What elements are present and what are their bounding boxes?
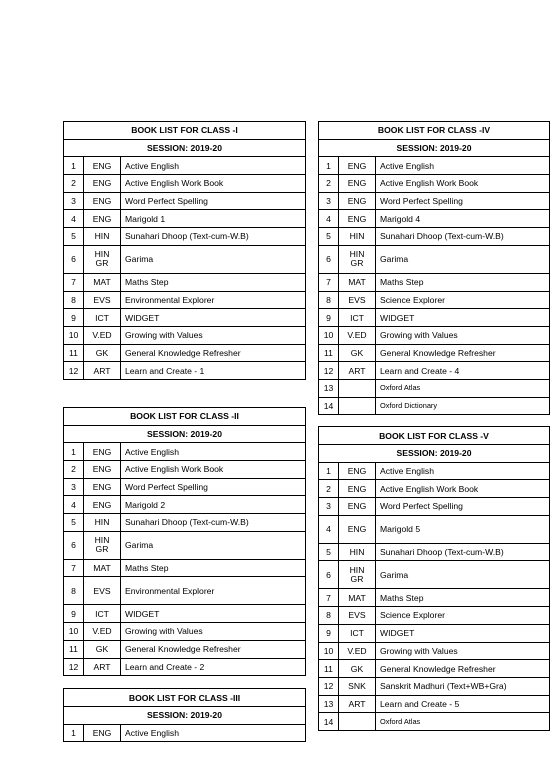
row-subject: ENG [339, 210, 376, 228]
table-row [64, 514, 306, 532]
left-column [63, 121, 306, 742]
class-5-session: SESSION: 2019-20 [319, 445, 550, 463]
row-book: Garima [121, 531, 306, 559]
class-2-book-list [63, 407, 306, 676]
table-row [64, 192, 306, 210]
row-book: Environmental Explorer [121, 291, 306, 309]
row-subject: MAT [339, 589, 376, 607]
table-row [319, 273, 550, 291]
table-row [64, 228, 306, 246]
row-subject: V.ED [84, 326, 121, 344]
row-book: Oxford Atlas [376, 713, 550, 731]
row-book: Sanskrit Madhuri (Text+WB+Gra) [376, 677, 550, 695]
class-5-title: BOOK LIST FOR CLASS -V [319, 427, 550, 445]
row-subject-line-2: GR [95, 258, 109, 269]
row-book: WIDGET [121, 309, 306, 327]
row-book: Oxford Atlas [376, 379, 550, 397]
row-book: Maths Step [121, 273, 306, 291]
row-book: General Knowledge Refresher [376, 660, 550, 678]
row-book: WIDGET [376, 624, 550, 642]
row-subject: SNK [339, 677, 376, 695]
row-number: 2 [64, 461, 84, 479]
row-number: 11 [64, 344, 84, 362]
row-number: 5 [64, 228, 84, 246]
row-subject: ICT [339, 624, 376, 642]
table-row [64, 531, 306, 559]
table-row [64, 623, 306, 641]
row-number: 9 [64, 309, 84, 327]
row-number: 5 [319, 543, 339, 561]
row-number: 2 [319, 480, 339, 498]
row-book: Growing with Values [376, 326, 550, 344]
row-book: Active English Work Book [376, 175, 550, 193]
row-number: 7 [64, 559, 84, 577]
row-book: Growing with Values [376, 642, 550, 660]
table-row [64, 157, 306, 175]
row-subject: ART [84, 658, 121, 676]
row-number: 12 [64, 362, 84, 380]
class-2-table [63, 407, 306, 676]
table-row [319, 291, 550, 309]
table-row [64, 496, 306, 514]
table-row [319, 326, 550, 344]
row-book: Sunahari Dhoop (Text-cum-W.B) [376, 543, 550, 561]
class-1-book-list [63, 121, 306, 380]
row-book: Maths Step [376, 589, 550, 607]
row-subject: ENG [339, 480, 376, 498]
row-book: Garima [121, 245, 306, 273]
row-subject: ENG [84, 724, 121, 742]
row-book: Marigold 5 [376, 515, 550, 543]
row-book: Learn and Create - 5 [376, 695, 550, 713]
row-number: 10 [64, 326, 84, 344]
row-number: 4 [319, 515, 339, 543]
row-subject: GK [339, 344, 376, 362]
row-number: 4 [319, 210, 339, 228]
table-row [64, 559, 306, 577]
row-number: 6 [319, 561, 339, 589]
row-subject: ICT [84, 309, 121, 327]
table-row [64, 577, 306, 605]
row-subject-line-2: GR [350, 573, 364, 584]
row-subject: MAT [84, 273, 121, 291]
row-subject: ENG [84, 496, 121, 514]
table-row [319, 543, 550, 561]
row-number: 1 [64, 157, 84, 175]
table-row [319, 210, 550, 228]
row-book: General Knowledge Refresher [376, 344, 550, 362]
row-subject: ENG [84, 157, 121, 175]
row-book: Active English [121, 157, 306, 175]
row-subject: ENG [339, 462, 376, 480]
row-book: Growing with Values [121, 623, 306, 641]
row-book: Sunahari Dhoop (Text-cum-W.B) [121, 514, 306, 532]
table-row [64, 461, 306, 479]
row-subject: EVS [84, 291, 121, 309]
row-number: 10 [319, 642, 339, 660]
table-row [319, 713, 550, 731]
row-number: 12 [319, 677, 339, 695]
row-book: WIDGET [376, 309, 550, 327]
row-number: 10 [64, 623, 84, 641]
row-number: 1 [319, 157, 339, 175]
row-subject-line-1: HIN [94, 535, 110, 546]
row-subject [339, 561, 376, 589]
table-row [64, 291, 306, 309]
row-subject [339, 397, 376, 415]
row-book: Garima [376, 561, 550, 589]
class-4-book-list [318, 121, 550, 415]
class-3-session: SESSION: 2019-20 [64, 706, 306, 724]
row-number: 4 [64, 496, 84, 514]
row-subject: ENG [339, 157, 376, 175]
table-row [319, 192, 550, 210]
row-number: 8 [64, 577, 84, 605]
table-row [319, 589, 550, 607]
spacer [63, 676, 306, 688]
row-book: Word Perfect Spelling [121, 478, 306, 496]
row-number: 1 [319, 462, 339, 480]
table-row [319, 309, 550, 327]
table-row [64, 210, 306, 228]
row-book: Active English [376, 157, 550, 175]
row-number: 14 [319, 397, 339, 415]
table-row [319, 642, 550, 660]
table-row [319, 397, 550, 415]
row-subject: ENG [84, 175, 121, 193]
row-subject: ENG [84, 461, 121, 479]
table-row [319, 695, 550, 713]
table-row [319, 362, 550, 380]
row-subject [339, 379, 376, 397]
row-subject: EVS [339, 291, 376, 309]
row-subject [84, 245, 121, 273]
row-book: Active English [121, 443, 306, 461]
table-row [319, 660, 550, 678]
row-subject: V.ED [84, 623, 121, 641]
row-number: 11 [319, 344, 339, 362]
class-2-session: SESSION: 2019-20 [64, 425, 306, 443]
row-subject: ENG [84, 210, 121, 228]
row-number: 1 [64, 724, 84, 742]
row-subject: EVS [339, 607, 376, 625]
row-book: Maths Step [121, 559, 306, 577]
class-5-book-list [318, 426, 550, 731]
row-book: General Knowledge Refresher [121, 344, 306, 362]
row-book: WIDGET [121, 605, 306, 623]
row-subject-line-2: GR [95, 544, 109, 555]
row-number: 11 [64, 640, 84, 658]
table-row [64, 443, 306, 461]
table-row [64, 724, 306, 742]
row-number: 12 [319, 362, 339, 380]
class-4-table [318, 121, 550, 415]
table-row [64, 309, 306, 327]
row-number: 9 [319, 624, 339, 642]
row-number: 14 [319, 713, 339, 731]
row-number: 7 [64, 273, 84, 291]
row-book: Word Perfect Spelling [376, 498, 550, 516]
row-number: 8 [319, 607, 339, 625]
row-number: 12 [64, 658, 84, 676]
table-row [319, 157, 550, 175]
table-row [64, 658, 306, 676]
row-subject: MAT [339, 273, 376, 291]
row-subject: ENG [84, 443, 121, 461]
row-book: Active English [121, 724, 306, 742]
row-book: Learn and Create - 1 [121, 362, 306, 380]
table-row [64, 245, 306, 273]
row-book: Sunahari Dhoop (Text-cum-W.B) [376, 228, 550, 246]
row-subject: ENG [84, 478, 121, 496]
row-number: 2 [64, 175, 84, 193]
table-row [319, 175, 550, 193]
table-row [319, 607, 550, 625]
row-subject: ENG [339, 192, 376, 210]
class-4-session: SESSION: 2019-20 [319, 139, 550, 157]
row-number: 2 [319, 175, 339, 193]
row-subject [339, 245, 376, 273]
table-row [319, 515, 550, 543]
row-subject: ART [339, 362, 376, 380]
row-book: Growing with Values [121, 326, 306, 344]
table-row [319, 677, 550, 695]
row-number: 3 [64, 478, 84, 496]
spacer [318, 415, 550, 426]
row-subject-line-1: HIN [94, 249, 110, 260]
table-row [64, 175, 306, 193]
row-book: Science Explorer [376, 291, 550, 309]
table-row [64, 326, 306, 344]
table-row [319, 379, 550, 397]
row-book: Sunahari Dhoop (Text-cum-W.B) [121, 228, 306, 246]
class-3-title: BOOK LIST FOR CLASS -III [64, 689, 306, 707]
row-book: Learn and Create - 4 [376, 362, 550, 380]
table-row [64, 478, 306, 496]
row-book: Marigold 2 [121, 496, 306, 514]
class-4-title: BOOK LIST FOR CLASS -IV [319, 122, 550, 140]
row-number: 3 [64, 192, 84, 210]
table-row [319, 245, 550, 273]
row-number: 3 [319, 498, 339, 516]
table-row [319, 561, 550, 589]
row-subject: HIN [339, 543, 376, 561]
row-number: 7 [319, 273, 339, 291]
row-number: 9 [64, 605, 84, 623]
row-book: Active English Work Book [121, 461, 306, 479]
row-book: Active English [376, 462, 550, 480]
row-number: 9 [319, 309, 339, 327]
row-subject: ENG [84, 192, 121, 210]
row-subject-line-1: HIN [349, 249, 365, 260]
row-book: Science Explorer [376, 607, 550, 625]
right-column [318, 121, 550, 731]
table-row [64, 362, 306, 380]
row-subject: GK [339, 660, 376, 678]
row-subject: EVS [84, 577, 121, 605]
row-book: Learn and Create - 2 [121, 658, 306, 676]
row-subject: V.ED [339, 326, 376, 344]
row-book: Marigold 4 [376, 210, 550, 228]
row-book: Active English Work Book [121, 175, 306, 193]
row-number: 1 [64, 443, 84, 461]
row-book: Word Perfect Spelling [121, 192, 306, 210]
row-subject: MAT [84, 559, 121, 577]
row-subject [339, 713, 376, 731]
row-number: 11 [319, 660, 339, 678]
row-subject: HIN [84, 228, 121, 246]
row-subject-line-1: HIN [349, 564, 365, 575]
table-row [319, 624, 550, 642]
row-number: 4 [64, 210, 84, 228]
row-book: Marigold 1 [121, 210, 306, 228]
row-number: 7 [319, 589, 339, 607]
row-book: Garima [376, 245, 550, 273]
row-subject: ENG [339, 515, 376, 543]
row-subject: HIN [84, 514, 121, 532]
row-number: 6 [64, 245, 84, 273]
table-row [319, 462, 550, 480]
row-book: General Knowledge Refresher [121, 640, 306, 658]
row-subject: HIN [339, 228, 376, 246]
table-row [64, 605, 306, 623]
row-number: 6 [64, 531, 84, 559]
row-number: 13 [319, 379, 339, 397]
table-row [64, 640, 306, 658]
row-subject: ENG [339, 175, 376, 193]
row-book: Environmental Explorer [121, 577, 306, 605]
row-number: 5 [64, 514, 84, 532]
class-3-table [63, 688, 306, 742]
row-book: Oxford Dictionary [376, 397, 550, 415]
row-book: Active English Work Book [376, 480, 550, 498]
row-subject: GK [84, 344, 121, 362]
row-subject: ICT [84, 605, 121, 623]
row-subject [84, 531, 121, 559]
class-1-title: BOOK LIST FOR CLASS -I [64, 122, 306, 140]
table-row [64, 344, 306, 362]
row-number: 13 [319, 695, 339, 713]
table-row [64, 273, 306, 291]
row-subject: ICT [339, 309, 376, 327]
row-number: 8 [64, 291, 84, 309]
row-subject: ENG [339, 498, 376, 516]
row-book: Maths Step [376, 273, 550, 291]
class-1-table [63, 121, 306, 380]
class-2-title: BOOK LIST FOR CLASS -II [64, 407, 306, 425]
row-number: 5 [319, 228, 339, 246]
table-row [319, 228, 550, 246]
class-3-book-list [63, 688, 306, 742]
class-1-session: SESSION: 2019-20 [64, 139, 306, 157]
row-number: 3 [319, 192, 339, 210]
row-subject: ART [84, 362, 121, 380]
row-subject: V.ED [339, 642, 376, 660]
table-row [319, 498, 550, 516]
table-row [319, 344, 550, 362]
row-subject: ART [339, 695, 376, 713]
row-number: 6 [319, 245, 339, 273]
row-book: Word Perfect Spelling [376, 192, 550, 210]
row-number: 8 [319, 291, 339, 309]
row-subject: GK [84, 640, 121, 658]
class-5-table [318, 426, 550, 731]
table-row [319, 480, 550, 498]
row-subject-line-2: GR [350, 258, 364, 269]
row-number: 10 [319, 326, 339, 344]
spacer [63, 380, 306, 407]
